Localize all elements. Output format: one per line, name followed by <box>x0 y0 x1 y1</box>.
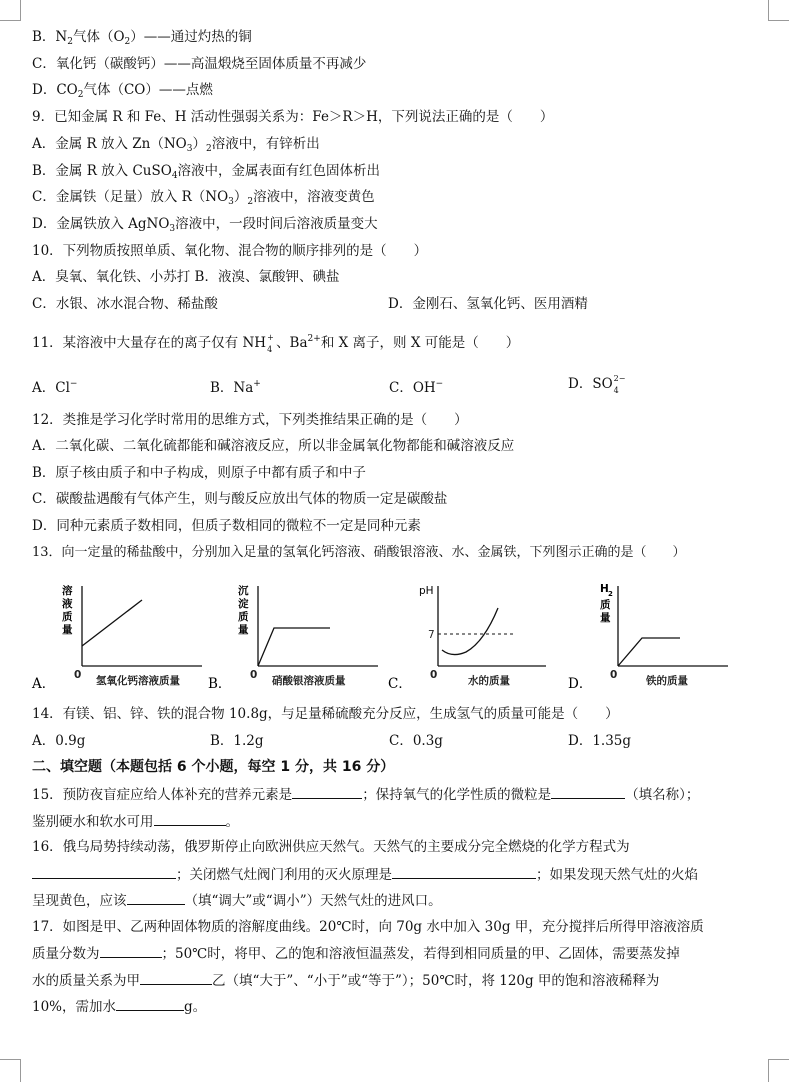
q13-graph-c <box>386 578 566 698</box>
q11-option-d <box>568 374 626 395</box>
q11-stem-end: 和 X 离子，则 X 可能是（ ） <box>320 335 520 351</box>
q10-option-ab: A．臭氧、氧化铁、小苏打 B．液溴、氯酸钾、碘盐 <box>32 269 340 285</box>
q16-l3-b: （填“调大”或“调小”）天然气灶的进风口。 <box>184 893 442 909</box>
q13-graph-d-letter: D． <box>568 676 593 692</box>
q11-c-text: C．OH <box>389 380 436 396</box>
q13-graph-d <box>566 578 746 698</box>
q16-blank-2[interactable] <box>392 865 536 879</box>
q13-graph-a-letter: A． <box>32 676 56 692</box>
q17-l4-b: g。 <box>184 999 207 1015</box>
q13-graph-b-ylabel-char-2: 淀 <box>238 598 249 610</box>
q15-blank-1[interactable] <box>292 785 362 799</box>
q13-stem: 13．向一定量的稀盐酸中，分别加入足量的氢氧化钙溶液、硝酸银溶液、水、金属铁，下列图示正确的是（ ） <box>32 545 686 560</box>
q9-b-end: 溶液中，金属表面有红色固体析出 <box>177 163 381 179</box>
q9-c-mid: ） <box>233 189 248 205</box>
q13-graph-b-curve <box>258 628 330 666</box>
q13-graph-d-xlabel: 铁的质量 <box>646 675 688 687</box>
q10-stem: 10．下列物质按照单质、氧化物、混合物的顺序排列的是（ ） <box>32 243 428 259</box>
q14-stem: 14．有镁、铝、锌、铁的混合物 10.8g，与足量稀硫酸充分反应，生成氢气的质量可能是（ ） <box>32 706 619 722</box>
q16-line-1: 16．俄乌局势持续动荡，俄罗斯停止向欧洲供应天然气。天然气的主要成分完全燃烧的化学方程式为 <box>32 839 630 855</box>
q13-graph-d-ylabel-char-2: 质 <box>600 599 611 611</box>
q11-nh4-sup: + <box>267 333 274 342</box>
q13-graph-a-ylabel-char-4: 量 <box>62 624 73 636</box>
q11-d-text: D．SO <box>568 376 613 392</box>
q9-stem: 9．已知金属 R 和 Fe、H 活动性强弱关系为：Fe＞R＞H，下列说法正确的是（ ） <box>32 109 554 125</box>
q16-line-3 <box>32 891 442 910</box>
q9-a-sub2: 2 <box>205 144 212 154</box>
q8-d-end: 气体（CO）——点燃 <box>83 82 213 98</box>
crop-mark-top-left <box>0 0 21 21</box>
q12-option-c: C．碳酸盐遇酸有气体产生，则与酸反应放出气体的物质一定是碳酸盐 <box>32 491 448 507</box>
q13-graph-b <box>208 578 388 698</box>
q9-c-sub1: 3 <box>228 197 234 207</box>
q13-graph-d-ylabel-h: H <box>600 583 609 595</box>
q9-a-end: 溶液中，有锌析出 <box>211 136 320 152</box>
q12-stem: 12．类推是学习化学时常用的思维方式，下列类推结果正确的是（ ） <box>32 412 468 428</box>
q16-l2-a: ；关闭燃气灶阀门利用的灭火原理是 <box>176 867 392 883</box>
q13-graph-a-ylabel-char-1: 溶 <box>62 585 73 597</box>
q11-d-sup: 2− <box>613 374 626 383</box>
q13-graph-c-xlabel: 水的质量 <box>468 675 510 687</box>
q13-graph-a-ylabel <box>62 584 73 636</box>
q13-graph-c-svg <box>386 578 566 698</box>
q16-line-2 <box>32 865 698 884</box>
q14-option-c: C．0.3g <box>389 733 443 749</box>
q15-l1-a: 15．预防夜盲症应给人体补充的营养元素是 <box>32 787 293 803</box>
q17-blank-3[interactable] <box>116 997 184 1011</box>
q13-graph-b-origin: 0 <box>250 669 258 681</box>
q17-l2-a: 质量分数为 <box>32 946 100 962</box>
q17-l3-a: 水的质量关系为甲 <box>32 973 140 989</box>
q8-option-c: C．氧化钙（碳酸钙）——高温煅烧至固体质量不再减少 <box>32 56 367 72</box>
q13-graph-d-curve <box>618 638 680 666</box>
q11-nh4-supsub <box>266 333 276 354</box>
q11-stem-mid: 、Ba <box>276 335 308 351</box>
q13-graph-b-xlabel: 硝酸银溶液质量 <box>272 675 346 687</box>
q17-blank-1[interactable] <box>100 944 162 958</box>
q13-graph-b-ylabel-char-4: 量 <box>238 624 249 636</box>
q8-b-end: ）——通过灼热的铜 <box>130 29 252 45</box>
q13-graph-a-origin: 0 <box>74 669 82 681</box>
q14-option-d: D．1.35g <box>568 733 632 749</box>
q8-b-sub2: 2 <box>124 37 131 47</box>
q12-option-b: B．原子核由质子和中子构成，则原子中都有质子和中子 <box>32 465 366 481</box>
q13-graph-c-origin: 0 <box>430 669 438 681</box>
q8-d-pre: D．CO <box>32 82 78 98</box>
q9-b-sub: 4 <box>171 171 178 181</box>
q8-option-d <box>32 81 213 104</box>
q14-option-b: B．1.2g <box>210 733 264 749</box>
q17-line-4 <box>32 997 206 1016</box>
q9-a-mid: ） <box>192 136 206 152</box>
crop-mark-top-right <box>768 0 789 21</box>
q9-option-a <box>32 135 320 158</box>
crop-mark-bottom-right <box>768 1059 789 1082</box>
q17-l4-a: 10%，需加水 <box>32 999 117 1015</box>
q13-graph-d-ylabel <box>600 583 613 624</box>
q8-b-sub1: 2 <box>67 37 73 47</box>
q11-a-sup: − <box>69 379 78 389</box>
q8-d-sub: 2 <box>77 90 84 100</box>
q9-a-pre: A．金属 R 放入 Zn（NO <box>32 136 187 152</box>
q8-b-text: B．N <box>32 29 68 45</box>
q9-c-end: 溶液中，溶液变黄色 <box>253 189 375 205</box>
q9-option-d <box>32 215 378 238</box>
q11-b-sup: + <box>253 379 261 389</box>
q13-graph-a-ylabel-char-2: 液 <box>62 598 73 610</box>
q15-l1-c: （填名称）； <box>625 787 700 803</box>
q13-graph-a-xlabel: 氢氧化钙溶液质量 <box>96 675 180 687</box>
q16-blank-3[interactable] <box>127 891 185 905</box>
q13-graph-d-origin: 0 <box>610 669 618 681</box>
q17-line-3 <box>32 971 659 990</box>
q14-option-a: A．0.9g <box>32 733 86 749</box>
q11-a-text: A．Cl <box>32 380 70 396</box>
q9-a-sub1: 3 <box>186 144 193 154</box>
q13-graph-a <box>30 578 210 698</box>
q11-option-b <box>210 375 261 397</box>
q10-option-c: C．水银、冰水混合物、稀盐酸 <box>32 296 218 312</box>
q13-graph-d-ylabel-char-3: 量 <box>600 612 611 624</box>
q13-graph-b-letter: B． <box>208 676 232 692</box>
q17-l3-b: 乙（填“大于”、“小于”或“等于”）；50℃时，将 120g 甲的饱和溶液稀释为 <box>212 973 660 989</box>
q17-line-1: 17．如图是甲、乙两种固体物质的溶解度曲线。20℃时，向 70g 水中加入 30g 甲，充分搅拌后所得甲溶液溶质 <box>32 919 704 935</box>
q13-graph-d-ylabel-sub: 2 <box>608 590 613 598</box>
q8-b-mid: 气体（O <box>72 29 125 45</box>
q11-b-text: B．Na <box>210 380 254 396</box>
q11-c-sup: − <box>435 379 444 389</box>
q17-l2-b: ；50℃时，将甲、乙的饱和溶液恒温蒸发，若得到相同质量的甲、乙固体，需要蒸发掉 <box>161 946 680 962</box>
q13-graph-a-ylabel-char-3: 质 <box>62 611 73 623</box>
q13-graph-b-svg <box>208 578 388 698</box>
q13-graph-a-curve <box>82 600 142 646</box>
q9-option-c <box>32 188 375 211</box>
q16-l3-a: 呈现黄色，应该 <box>32 893 127 909</box>
q15-blank-2[interactable] <box>551 785 625 799</box>
q15-blank-3[interactable] <box>154 812 226 826</box>
q17-blank-2[interactable] <box>140 971 212 985</box>
q13-graph-c-letter: C． <box>388 676 412 692</box>
q11-nh4-sub: 4 <box>267 345 273 354</box>
q11-stem-pre: 11．某溶液中大量存在的离子仅有 NH <box>32 335 267 351</box>
q10-option-d: D．金刚石、氢氧化钙、医用酒精 <box>388 296 588 312</box>
q9-c-sub2: 2 <box>247 197 254 207</box>
q9-d-sub: 3 <box>169 224 176 234</box>
q9-d-pre: D．金属铁放入 AgNO <box>32 216 170 232</box>
q17-line-2 <box>32 944 680 963</box>
q13-graph-b-ylabel <box>237 584 249 636</box>
q8-option-b <box>32 28 252 51</box>
q15-l2-a: 鉴别硬水和软水可用 <box>32 814 154 830</box>
q15-l2-b: 。 <box>225 814 239 830</box>
q13-graph-c-ylabel: pH <box>419 585 434 597</box>
crop-mark-bottom-left <box>0 1059 21 1082</box>
q13-graph-a-svg <box>30 578 210 698</box>
q9-d-end: 溶液中，一段时间后溶液质量变大 <box>175 216 378 232</box>
section-2-title: 二、填空题（本题包括 6 个小题，每空 1 分，共 16 分） <box>32 759 395 775</box>
q13-graph-c-curve <box>442 608 498 655</box>
q11-option-a <box>32 375 77 397</box>
q9-option-b <box>32 162 380 185</box>
q11-d-supsub <box>613 374 626 395</box>
q15-line-2 <box>32 812 239 831</box>
q12-option-d: D．同种元素质子数相同，但质子数相同的微粒不一定是同种元素 <box>32 518 421 534</box>
q13-graph-d-svg <box>566 578 746 698</box>
q11-d-sub: 4 <box>613 386 619 395</box>
q12-option-a: A．二氧化碳、二氧化硫都能和碱溶液反应，所以非金属氧化物都能和碱溶液反应 <box>32 438 515 454</box>
q15-line-1 <box>32 785 699 804</box>
q13-graph-b-ylabel-char-3: 质 <box>238 611 249 623</box>
q13-graph-c-ref-label: 7 <box>428 629 435 641</box>
q9-b-pre: B．金属 R 放入 CuSO <box>32 163 172 179</box>
q16-blank-1[interactable] <box>32 865 176 879</box>
q11-ba-sup: 2+ <box>307 334 321 344</box>
q13-graph-b-ylabel-char-1: 沉 <box>238 585 249 597</box>
q16-l2-b: ；如果发现天然气灶的火焰 <box>536 867 698 883</box>
q11-option-c <box>389 375 443 397</box>
q9-c-pre: C．金属铁（足量）放入 R（NO <box>32 189 229 205</box>
q15-l1-b: ；保持氧气的化学性质的微粒是 <box>362 787 552 803</box>
q11-stem <box>32 330 519 352</box>
